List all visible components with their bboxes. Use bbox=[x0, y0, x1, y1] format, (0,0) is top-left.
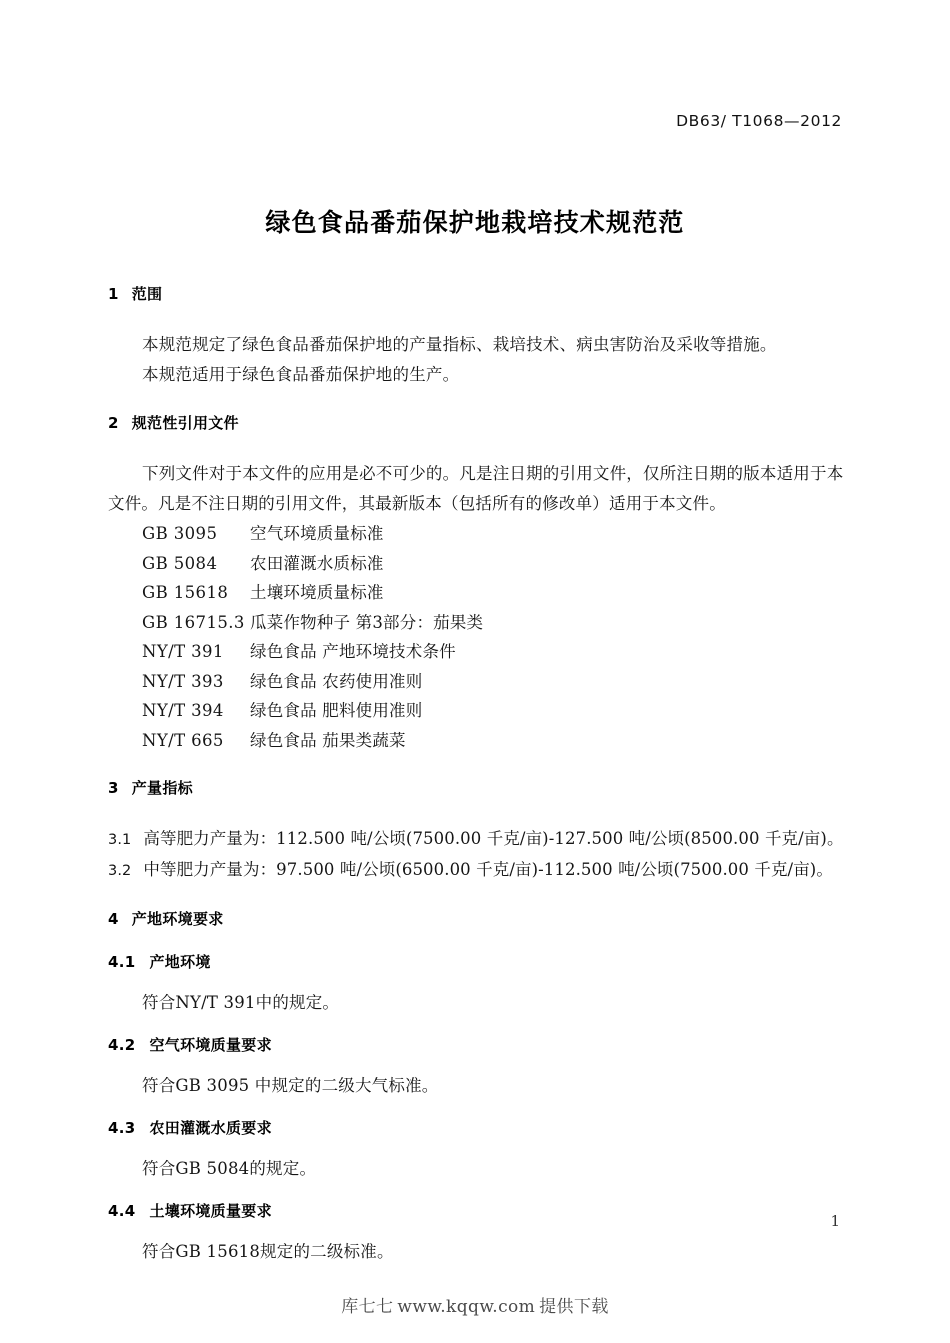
normative-reference-list bbox=[108, 519, 850, 755]
subsection-title: 产地环境 bbox=[149, 953, 211, 971]
section-title-1: 范围 bbox=[131, 285, 163, 303]
yield-clause-text: 高等肥力产量为：112.500 吨/公顷(7500.00 千克/亩)-127.500 吨/公顷(8500.00 千克/亩)。 bbox=[143, 829, 844, 848]
watermark-suffix: 提供下载 bbox=[539, 1297, 609, 1317]
reference-code: GB 15618 bbox=[142, 583, 229, 602]
section-1-paragraph-2: 本规范适用于绿色食品番茄保护地的生产。 bbox=[142, 365, 460, 384]
section-heading-2 bbox=[108, 412, 850, 433]
reference-item bbox=[108, 637, 850, 667]
page-number: 1 bbox=[830, 1212, 840, 1230]
reference-item bbox=[108, 549, 850, 579]
document-body bbox=[108, 283, 850, 1267]
subsection-number: 4.1 bbox=[108, 953, 136, 971]
subsection-body-4-1: 符合NY/T 391中的规定。 bbox=[142, 993, 340, 1012]
spacer bbox=[108, 798, 850, 824]
subsection-number: 4.3 bbox=[108, 1119, 136, 1137]
section-heading-1 bbox=[108, 283, 850, 304]
subsection-body-4-4: 符合GB 15618规定的二级标准。 bbox=[142, 1242, 394, 1261]
subsection-heading-4-2 bbox=[108, 1034, 850, 1055]
spacer bbox=[108, 1018, 850, 1034]
spacer bbox=[108, 886, 850, 908]
yield-clause-number: 3.2 bbox=[108, 863, 132, 879]
reference-name: 农田灌溉水质标准 bbox=[250, 553, 384, 573]
section-heading-4 bbox=[108, 908, 850, 929]
reference-code: NY/T 393 bbox=[142, 671, 224, 691]
yield-clause-3-1 bbox=[108, 824, 850, 855]
yield-clause-number: 3.1 bbox=[108, 832, 132, 848]
reference-name: 空气环境质量标准 bbox=[250, 524, 384, 543]
reference-name: 瓜菜作物种子 第3部分：茄果类 bbox=[250, 612, 484, 632]
section-title-2: 规范性引用文件 bbox=[131, 414, 239, 432]
reference-code: NY/T 394 bbox=[142, 701, 224, 720]
section-number-1: 1 bbox=[108, 285, 119, 303]
spacer bbox=[108, 304, 850, 330]
reference-code: GB 5084 bbox=[142, 553, 218, 573]
subsection-heading-4-3 bbox=[108, 1117, 850, 1138]
reference-name: 绿色食品 茄果类蔬菜 bbox=[250, 730, 406, 750]
spacer bbox=[108, 1055, 850, 1071]
spacer bbox=[108, 755, 850, 777]
spacer bbox=[108, 1138, 850, 1154]
subsection-number: 4.4 bbox=[108, 1202, 136, 1220]
subsection-body-4-2: 符合GB 3095 中规定的二级大气标准。 bbox=[142, 1076, 439, 1095]
reference-name: 土壤环境质量标准 bbox=[250, 583, 384, 602]
section-1-paragraph-1: 本规范规定了绿色食品番茄保护地的产量指标、栽培技术、病虫害防治及采收等措施。 bbox=[142, 335, 777, 354]
document-title: 绿色食品番茄保护地栽培技术规范范 bbox=[265, 208, 685, 237]
spacer bbox=[108, 390, 850, 412]
subsection-title: 空气环境质量要求 bbox=[149, 1036, 272, 1054]
reference-name: 绿色食品 肥料使用准则 bbox=[250, 701, 423, 720]
reference-item bbox=[108, 578, 850, 608]
spacer bbox=[108, 1101, 850, 1117]
section-number-2: 2 bbox=[108, 414, 119, 432]
section-number-4: 4 bbox=[108, 910, 119, 928]
subsection-title: 农田灌溉水质要求 bbox=[149, 1119, 272, 1137]
section-2-paragraph-1: 下列文件对于本文件的应用是必不可少的。凡是注日期的引用文件，仅所注日期的版本适用于本文件。凡是不注日期的引用文件，其最新版本（包括所有的修改单）适用于本文件。 bbox=[108, 464, 844, 513]
spacer bbox=[108, 1221, 850, 1237]
reference-code: GB 16715.3 bbox=[142, 612, 245, 632]
document-standard-id: DB63/ T1068—2012 bbox=[676, 112, 842, 130]
watermark-url: www.kqqw.com bbox=[397, 1297, 536, 1317]
section-title-3: 产量指标 bbox=[131, 779, 193, 797]
spacer bbox=[108, 433, 850, 459]
yield-clause-3-2 bbox=[108, 855, 850, 886]
reference-code: NY/T 665 bbox=[142, 730, 224, 750]
watermark-site-name: 库七七 bbox=[341, 1297, 394, 1317]
reference-item bbox=[108, 726, 850, 756]
spacer bbox=[108, 1184, 850, 1200]
reference-item bbox=[108, 696, 850, 726]
reference-item bbox=[108, 608, 850, 638]
footer-watermark bbox=[0, 1292, 950, 1317]
reference-item bbox=[108, 667, 850, 697]
yield-clause-text: 中等肥力产量为：97.500 吨/公顷(6500.00 千克/亩)-112.500 吨/公顷(7500.00 千克/亩)。 bbox=[143, 860, 833, 879]
subsection-body-4-3: 符合GB 5084的规定。 bbox=[142, 1159, 317, 1178]
spacer bbox=[108, 972, 850, 988]
subsection-title: 土壤环境质量要求 bbox=[149, 1202, 272, 1220]
reference-name: 绿色食品 农药使用准则 bbox=[250, 671, 423, 691]
section-heading-3 bbox=[108, 777, 850, 798]
reference-name: 绿色食品 产地环境技术条件 bbox=[250, 642, 456, 661]
section-title-4: 产地环境要求 bbox=[131, 910, 224, 928]
subsection-number: 4.2 bbox=[108, 1036, 136, 1054]
spacer bbox=[108, 929, 850, 951]
reference-code: NY/T 391 bbox=[142, 642, 224, 661]
reference-code: GB 3095 bbox=[142, 524, 218, 543]
section-number-3: 3 bbox=[108, 779, 119, 797]
subsection-heading-4-4 bbox=[108, 1200, 850, 1221]
reference-item bbox=[108, 519, 850, 549]
subsection-heading-4-1 bbox=[108, 951, 850, 972]
